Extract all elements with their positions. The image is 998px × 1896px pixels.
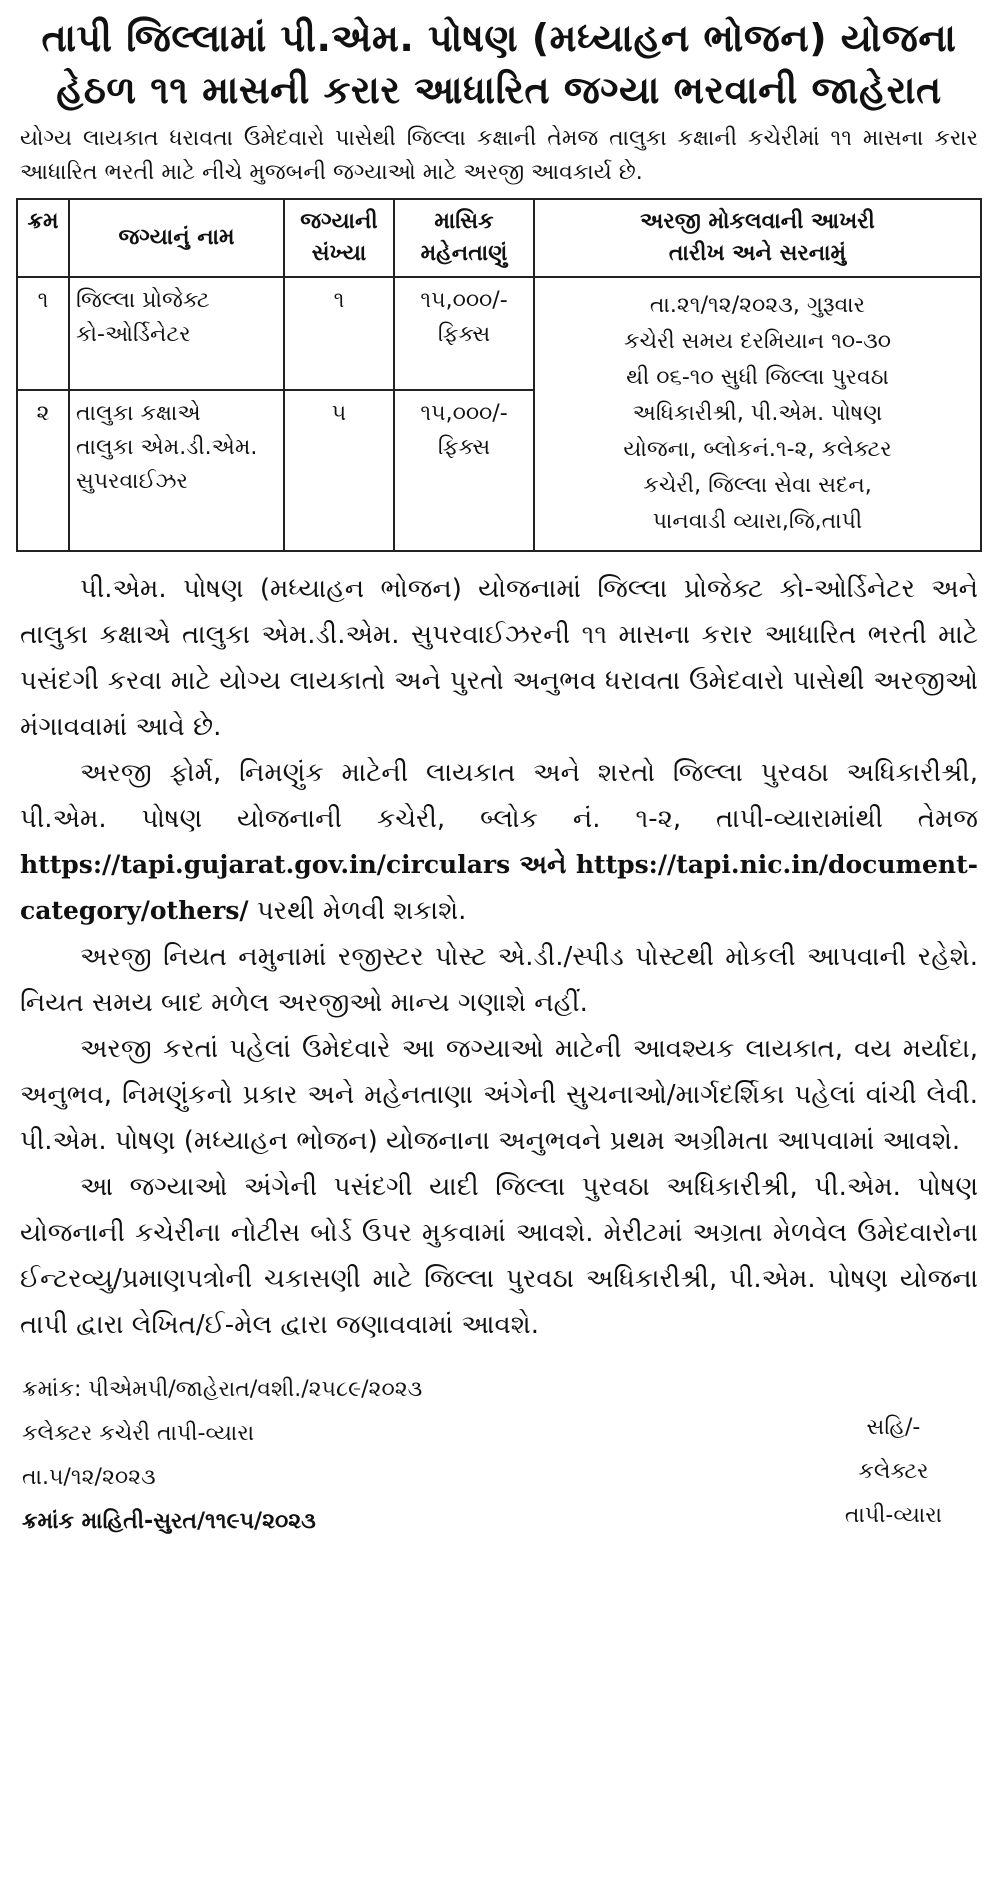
posts-table [16,198,982,552]
signature-place: તાપી-વ્યારા [844,1503,942,1528]
office-name: કલેક્ટર કચેરી તાપી-વ્યારા [22,1421,255,1446]
paragraph-3: અરજી નિયત નમુનામાં રજીસ્ટર પોસ્ટ એ.ડી./સ્પીડ પોસ્ટથી મોકલી આપવાની રહેશે. નિયત સમય બાદ મળેલ અરજીઓ માન્ય ગણાશે નહીં. [20,942,978,1018]
row-1-sr: ૧ [17,277,69,390]
reference-number: ક્રમાંક: પીએમપી/જાહેરાત/વશી./૨૫૮૯/૨૦૨૩ [22,1377,423,1402]
row-2-count: ૫ [284,390,394,551]
circulars-link[interactable]: https://tapi.gujarat.gov.in/circulars [20,850,511,879]
header-count: જગ્યાની સંખ્યા [284,199,394,277]
deadline-address: તા.૨૧/૧૨/૨૦૨૩, ગુરૂવાર કચેરી સમય દરમિયાન ૧૦-૩૦ થી ૦૬-૧૦ સુધી જિલ્લા પુરવઠા અધિકારીશ્રી, પી.એમ. પોષણ યોજના, બ્લોકનં.૧-૨, કલેક્ટર કચેરી, જિલ્લા સેવા સદન, પાનવાડી વ્યારા,જિ,તાપી [534,277,981,551]
row-2-post: તાલુકા કક્ષાએ તાલુકા એમ.ડી.એમ. સુપરવાઈઝર [69,390,284,551]
header-post: જગ્યાનું નામ [69,199,284,277]
row-1-post: જિલ્લા પ્રોજેક્ટ કો-ઓર્ડિનેટર [69,277,284,390]
table-header-row [17,199,981,277]
paragraph-1: પી.એમ. પોષણ (મધ્યાહન ભોજન) યોજનામાં જિલ્લા પ્રોજેક્ટ કો-ઓર્ડિનેટર અને તાલુકા કક્ષાએ તાલુકા એમ.ડી.એમ. સુપરવાઈઝરની ૧૧ માસના કરાર આધારિત ભરતી માટે પસંદગી કરવા માટે યોગ્ય લાયકાતો અને પુરતો અનુભવ ધરાવતા ઉમેદવારો પાસેથી અરજીઓ મંગાવવામાં આવે છે. [20,574,978,742]
paragraph-4: અરજી કરતાં પહેલાં ઉમેદવારે આ જગ્યાઓ માટેની આવશ્યક લાયકાત, વય મર્યાદા, અનુભવ, નિમણુંકનો પ્રકાર અને મહેનતાણા અંગેની સુચનાઓ/માર્ગદર્શિકા પહેલાં વાંચી લેવી. પી.એમ. પોષણ (મધ્યાહન ભોજન) યોજનાના અનુભવને પ્રથમ અગ્રીમતા આપવામાં આવશે. [20,1034,978,1156]
info-number: ક્રમાંક માહિતી-સુરત/૧૧૯૫/૨૦૨૩ [22,1509,316,1534]
row-1-count: ૧ [284,277,394,390]
paragraph-5: આ જગ્યાઓ અંગેની પસંદગી યાદી જિલ્લા પુરવઠા અધિકારીશ્રી, પી.એમ. પોષણ યોજનાની કચેરીના નોટીસ બોર્ડ ઉપર મુકવામાં આવશે. મેરીટમાં અગ્રતા મેળવેલ ઉમેદવારોના ઈન્ટરવ્યુ/પ્રમાણપત્રોની ચકાસણી માટે જિલ્લા પુરવઠા અધિકારીશ્રી, પી.એમ. પોષણ યોજના તાપી દ્વારા લેખિત/ઈ-મેલ દ્વારા જણાવવામાં આવશે. [20,1172,978,1340]
signature-mark: સહિ/- [866,1415,921,1440]
row-2-sr: ૨ [17,390,69,551]
title-line-2: હેઠળ ૧૧ માસની કરાર આધારિત જગ્યા ભરવાની જાહેરાત [56,68,942,112]
row-2-salary: ૧૫,૦૦૦/- ફિક્સ [394,390,534,551]
header-deadline: અરજી મોકલવાની આખરી તારીખ અને સરનામું [534,199,981,277]
header-sr: ક્રમ [17,199,69,277]
signature-title: કલેક્ટર [858,1459,929,1484]
issue-date: તા.૫/૧૨/૨૦૨૩ [22,1465,156,1490]
paragraph-2: અરજી ફોર્મ, નિમણુંક માટેની લાયકાત અને શરતો જિલ્લા પુરવઠા અધિકારીશ્રી, પી.એમ. પોષણ યોજનાની કચેરી, બ્લોક નં. ૧-૨, તાપી-વ્યારામાંથી તેમજ https://tapi.gujarat.gov.in/circulars અને https://tapi.nic.in/document-category/others/ પરથી મેળવી શકાશે. [20,758,979,926]
signature-block [845,1406,942,1538]
table-row [17,277,981,390]
footer [16,1370,982,1570]
documents-link[interactable]: https://tapi.nic.in/document-category/others/ [20,850,979,925]
intro-text: યોગ્ય લાયકાત ધરાવતા ઉમેદવારો પાસેથી જિલ્લા કક્ષાની તેમજ તાલુકા કક્ષાની કચેરીમાં ૧૧ માસના કરાર આધારિત ભરતી માટે નીચે મુજબની જગ્યાઓ માટે અરજી આવકાર્ય છે. [20,126,978,185]
row-1-salary: ૧૫,૦૦૦/- ફિક્સ [394,277,534,390]
title-line-1: તાપી જિલ્લામાં પી.એમ. પોષણ (મધ્યાહન ભોજન) યોજના [41,16,957,60]
header-salary: માસિક મહેનતાણું [394,199,534,277]
